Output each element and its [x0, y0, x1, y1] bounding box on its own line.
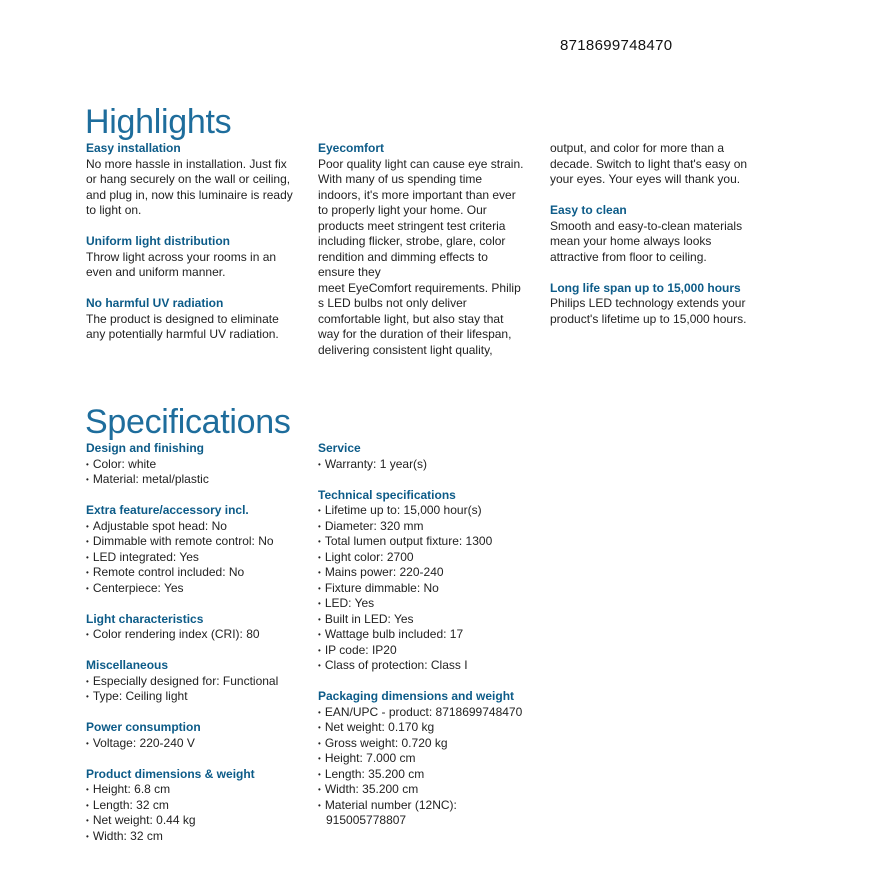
paragraph-line: products meet stringent test criteria [318, 218, 506, 233]
paragraph-line: including flicker, strobe, glare, color [318, 234, 506, 248]
spec-item: • Adjustable spot head: No [86, 519, 316, 535]
specifications-title: Specifications [85, 402, 291, 441]
paragraph-line: product's lifetime up to 15,000 hours. [550, 311, 747, 326]
section-heading: Power consumption [86, 720, 201, 734]
section-block [550, 203, 780, 265]
paragraph-line: With many of us spending time [318, 172, 483, 186]
spec-item: • Gross weight: 0.720 kg [318, 736, 548, 752]
paragraph-line: s LED bulbs not only deliver [318, 296, 467, 310]
spec-item: • Remote control included: No [86, 565, 316, 581]
spec-item: 915005778807 [326, 813, 407, 827]
section-block [86, 658, 316, 705]
spec-item: • Net weight: 0.44 kg [86, 813, 316, 829]
section-block [318, 441, 548, 472]
section-block [550, 141, 780, 188]
section-block [86, 720, 316, 751]
paragraph-line: meet EyeComfort requirements. Philip [318, 280, 521, 295]
section-heading: Product dimensions & weight [86, 766, 255, 781]
spec-item: • Dimmable with remote control: No [86, 534, 316, 550]
paragraph-line: indoors, it's more important than ever [318, 187, 516, 202]
section-block [86, 441, 316, 488]
spec-item: • Material: metal/plastic [86, 472, 316, 488]
paragraph-line: mean your home always looks [550, 234, 712, 248]
section-block [318, 141, 548, 358]
paragraph-line: delivering consistent light quality, [318, 342, 493, 357]
paragraph-line: decade. Switch to light that's easy on [550, 156, 748, 171]
paragraph-line: your eyes. Your eyes will thank you. [550, 172, 741, 186]
paragraph-line: Philips LED technology extends your [550, 296, 746, 310]
spec-item: • Built in LED: Yes [318, 612, 548, 628]
spec-item: • Type: Ceiling light [86, 689, 316, 705]
highlights-title: Highlights [85, 102, 232, 141]
spec-item: • Height: 7.000 cm [318, 751, 548, 767]
paragraph-line: way for the duration of their lifespan, [318, 327, 512, 341]
paragraph-line: No more hassle in installation. Just fix [86, 156, 287, 171]
spec-item: • Warranty: 1 year(s) [318, 457, 548, 473]
paragraph-line: The product is designed to eliminate [86, 311, 279, 326]
spec-item: • Voltage: 220-240 V [86, 736, 316, 752]
highlights-column-3 [550, 141, 780, 343]
paragraph-line: any potentially harmful UV radiation. [86, 327, 279, 341]
section-heading: Light characteristics [86, 611, 204, 626]
spec-item: • Especially designed for: Functional [86, 674, 316, 690]
section-heading: No harmful UV radiation [86, 296, 224, 310]
paragraph-line: ensure they [318, 265, 381, 279]
section-heading: Easy installation [86, 141, 181, 155]
section-heading: Uniform light distribution [86, 234, 230, 248]
section-heading: Easy to clean [550, 203, 627, 217]
spec-item: • Width: 32 cm [86, 829, 316, 845]
section-heading: Long life span up to 15,000 hours [550, 280, 741, 295]
paragraph-line: Throw light across your rooms in an [86, 249, 277, 264]
section-heading: Design and finishing [86, 441, 205, 455]
section-heading: Extra feature/accessory incl. [86, 503, 249, 517]
spec-item: • LED integrated: Yes [86, 550, 316, 566]
section-heading: Eyecomfort [318, 141, 385, 155]
paragraph-line: output, and color for more than a [550, 141, 725, 155]
spec-item: • Color: white [86, 457, 316, 473]
spec-item: • EAN/UPC - product: 8718699748470 [318, 705, 548, 721]
spec-item: • Diameter: 320 mm [318, 519, 548, 535]
section-heading: Technical specifications [318, 487, 456, 502]
section-block [86, 612, 316, 643]
section-block [86, 141, 316, 219]
spec-item: • Centerpiece: Yes [86, 581, 316, 597]
highlights-column-1 [86, 141, 316, 358]
spec-item: • Class of protection: Class I [318, 658, 548, 674]
spec-item: • Width: 35.200 cm [318, 782, 548, 798]
spec-item: • Material number (12NC): [318, 798, 548, 814]
section-block [86, 503, 316, 596]
spec-item: • Light color: 2700 [318, 550, 548, 566]
specifications-column-2 [318, 441, 548, 844]
specifications-column-1 [86, 441, 316, 860]
section-heading: Packaging dimensions and weight [318, 689, 515, 703]
section-block [318, 488, 548, 674]
highlights-column-2 [318, 141, 548, 374]
section-heading: Service [318, 441, 361, 455]
spec-item: • LED: Yes [318, 596, 548, 612]
paragraph-line: or hang securely on the wall or ceiling, [86, 172, 291, 186]
section-block [86, 234, 316, 281]
paragraph-line: attractive from floor to ceiling. [550, 249, 707, 264]
paragraph-line: to light on. [86, 203, 142, 217]
spec-item: • Fixture dimmable: No [318, 581, 548, 597]
paragraph-line: rendition and dimming effects to [318, 249, 488, 264]
paragraph-line: to properly light your home. Our [318, 203, 487, 217]
product-ean-header: 8718699748470 [560, 37, 673, 54]
section-block [86, 767, 316, 845]
section-block [318, 689, 548, 829]
spec-item: • Net weight: 0.170 kg [318, 720, 548, 736]
spec-item: • Wattage bulb included: 17 [318, 627, 548, 643]
paragraph-line: and plug in, now this luminaire is ready [86, 187, 293, 202]
spec-item: • Length: 32 cm [86, 798, 316, 814]
section-block [86, 296, 316, 343]
section-heading: Miscellaneous [86, 658, 169, 672]
spec-item: • Total lumen output fixture: 1300 [318, 534, 548, 550]
paragraph-line: even and uniform manner. [86, 265, 226, 279]
spec-item: • IP code: IP20 [318, 643, 548, 659]
spec-item: • Color rendering index (CRI): 80 [86, 627, 316, 643]
spec-item: • Mains power: 220-240 [318, 565, 548, 581]
paragraph-line: Poor quality light can cause eye strain. [318, 156, 524, 171]
paragraph-line: comfortable light, but also stay that [318, 311, 504, 326]
spec-item: • Length: 35.200 cm [318, 767, 548, 783]
section-block [550, 281, 780, 328]
spec-item: • Height: 6.8 cm [86, 782, 316, 798]
spec-item: • Lifetime up to: 15,000 hour(s) [318, 503, 548, 519]
paragraph-line: Smooth and easy-to-clean materials [550, 218, 743, 233]
